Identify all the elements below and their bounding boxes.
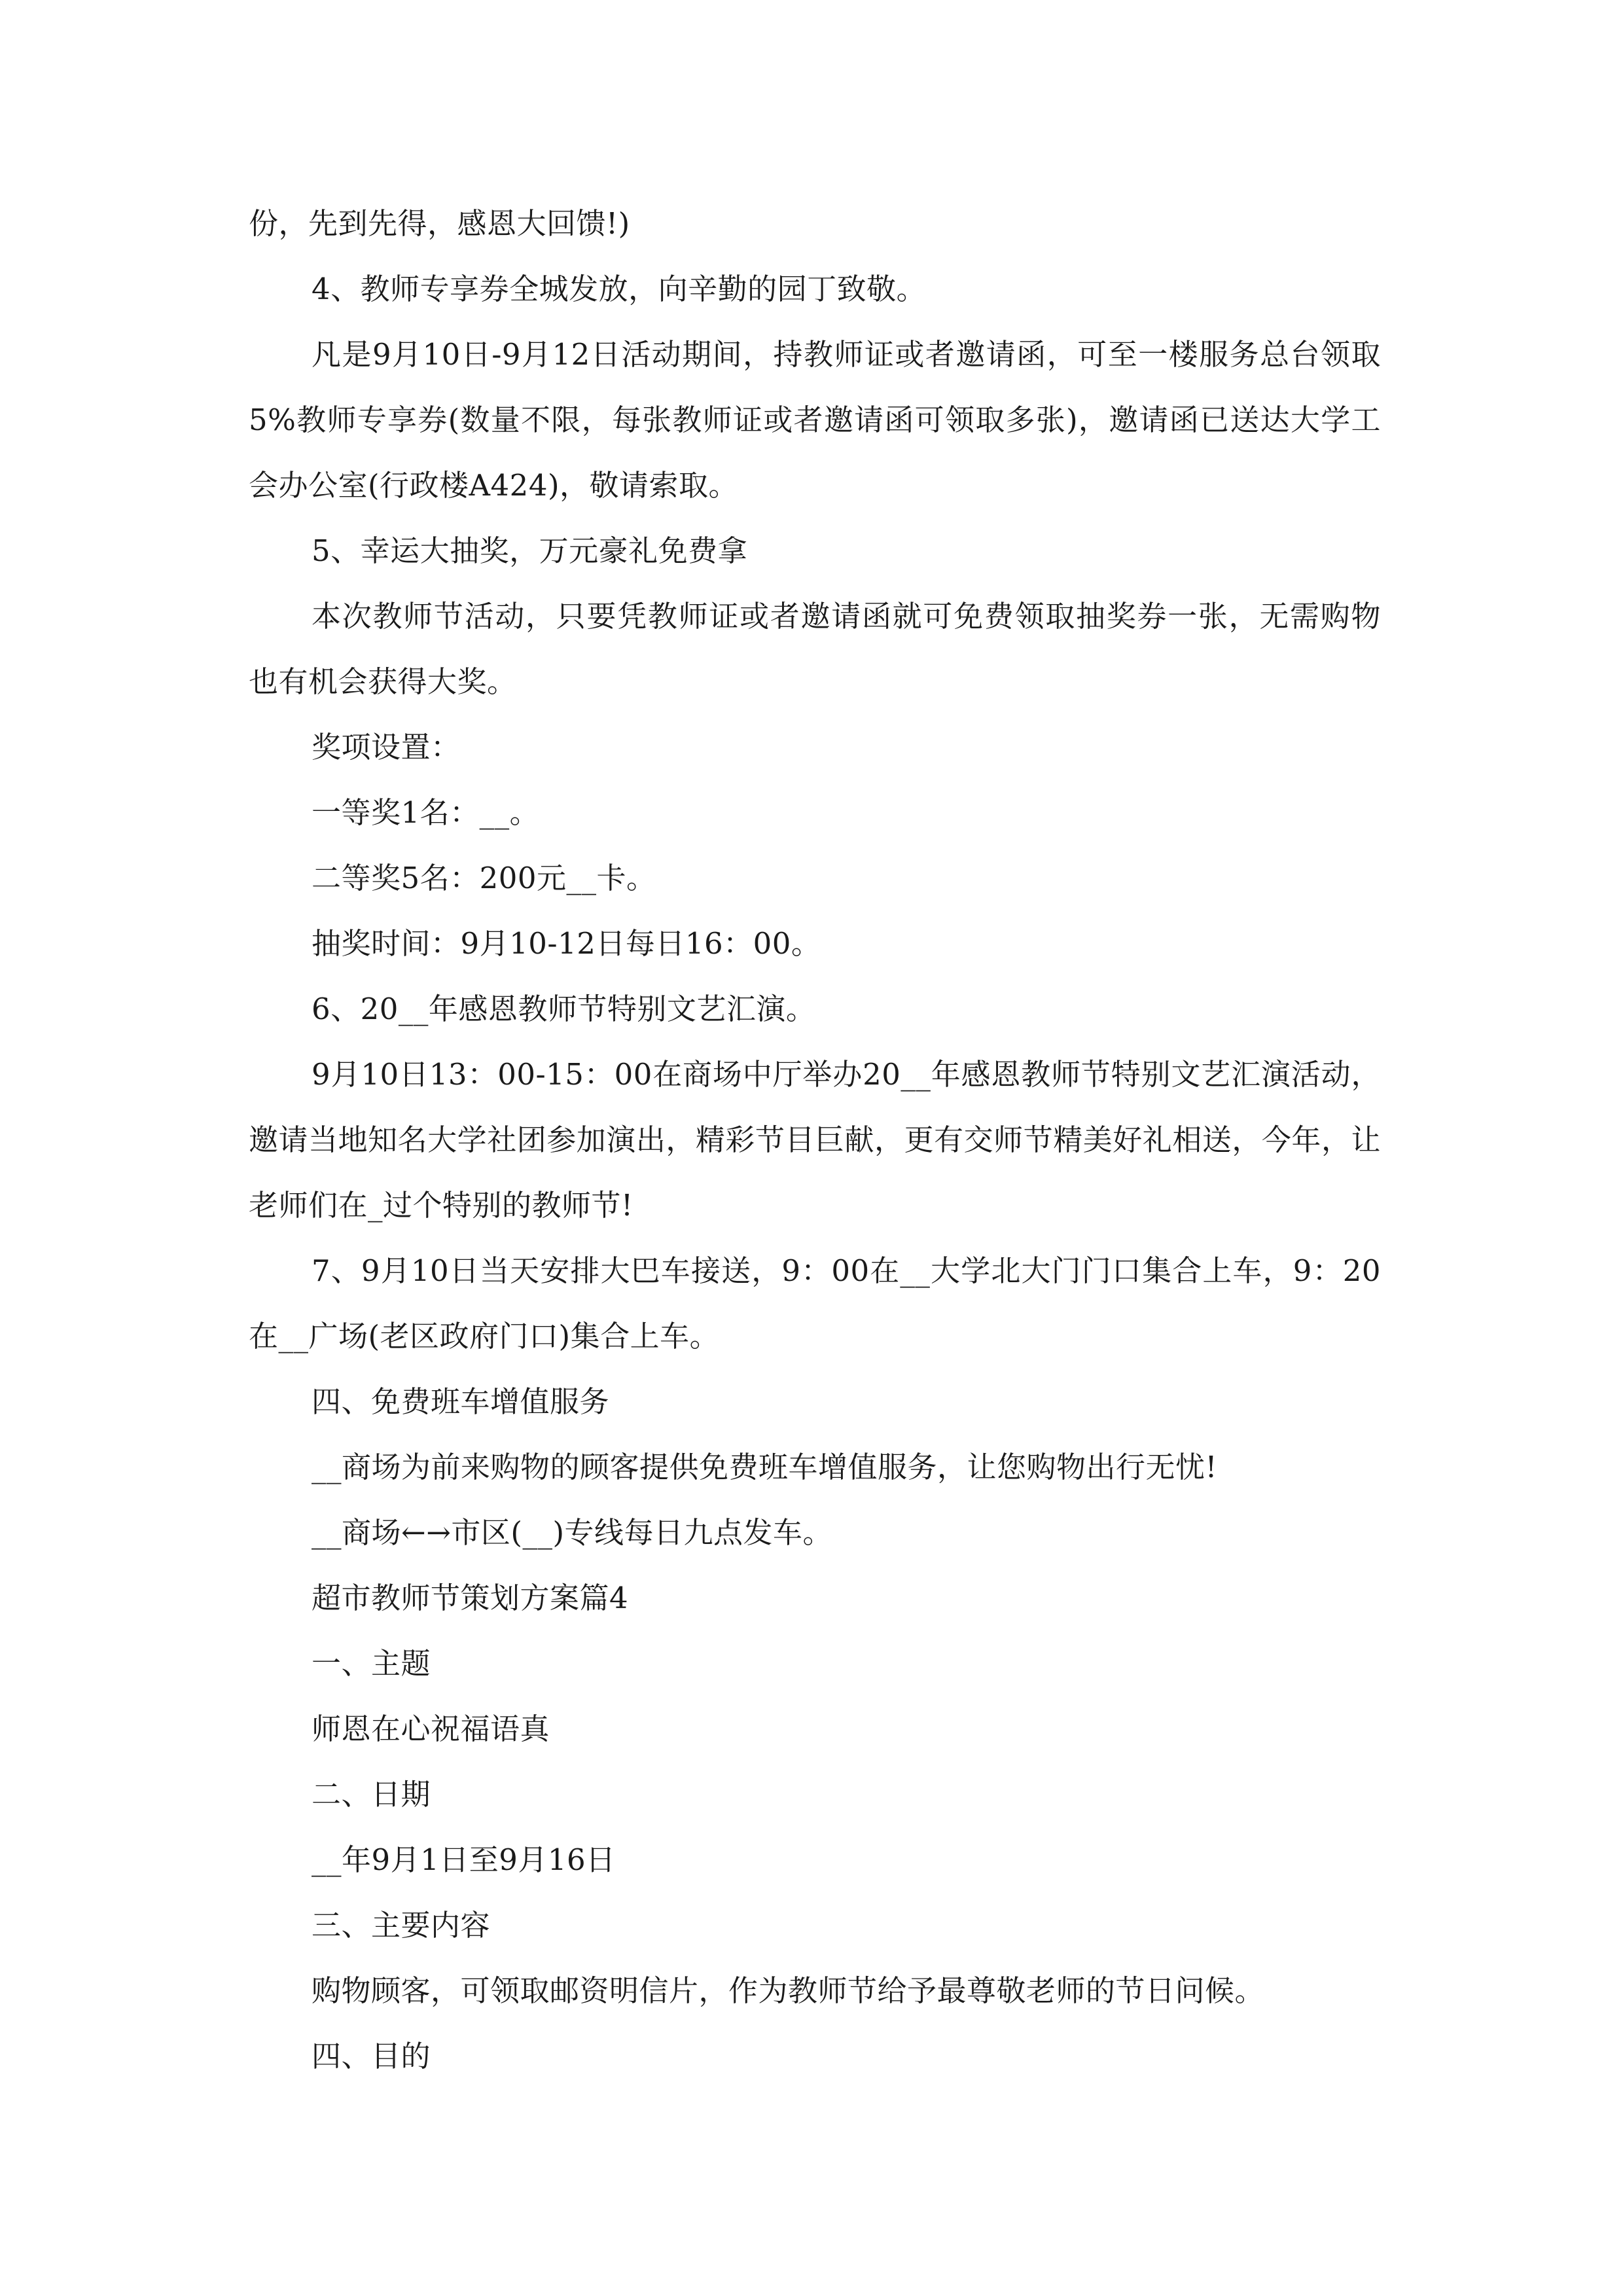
paragraph-item-7-bus: 7、9月10日当天安排大巴车接送，9：00在__大学北大门门口集合上车，9：20在__广场(老区政府门口)集合上车。 (249, 1253, 1381, 1354)
paragraph-item-4-heading: 4、教师专享券全城发放，向辛勤的园丁致敬。 (312, 272, 927, 306)
paragraph-content: 购物顾客，可领取邮资明信片，作为教师节给予最尊敬老师的节日问候。 (312, 1973, 1265, 2008)
paragraph-shuttle-line: __商场←→市区(__)专线每日九点发车。 (312, 1515, 833, 1550)
paragraph-item-6-heading: 6、20__年感恩教师节特别文艺汇演。 (312, 992, 816, 1026)
paragraph-theme-heading: 一、主题 (312, 1646, 431, 1681)
paragraph-content-heading: 三、主要内容 (312, 1908, 491, 1943)
paragraph-date: __年9月1日至9月16日 (312, 1842, 616, 1877)
paragraph-lottery: 本次教师节活动，只要凭教师证或者邀请函就可免费领取抽奖券一张，无需购物也有机会获得大奖。 (249, 599, 1381, 699)
paragraph-prize-settings: 奖项设置： (312, 730, 461, 764)
paragraph-draw-time: 抽奖时间：9月10-12日每日16：00。 (312, 926, 821, 961)
paragraph-section-4-heading: 四、免费班车增值服务 (312, 1384, 610, 1419)
paragraph-shuttle-service: __商场为前来购物的顾客提供免费班车增值服务，让您购物出行无忧! (312, 1450, 1218, 1484)
document-body (249, 191, 1381, 2089)
paragraph-continuation: 份，先到先得，感恩大回馈!) (249, 206, 630, 241)
paragraph-plan-title: 超市教师节策划方案篇4 (312, 1581, 629, 1615)
paragraph-purpose-heading: 四、目的 (312, 2039, 431, 2073)
paragraph-date-heading: 二、日期 (312, 1777, 431, 1812)
paragraph-teacher-coupon: 凡是9月10日-9月12日活动期间，持教师证或者邀请函，可至一楼服务总台领取5%教师专享券(数量不限，每张教师证或者邀请函可领取多张)，邀请函已送达大学工会办公室(行政楼A424)，敬请索取。 (249, 337, 1381, 503)
paragraph-second-prize: 二等奖5名：200元__卡。 (312, 861, 656, 895)
paragraph-performance: 9月10日13：00-15：00在商场中厅举办20__年感恩教师节特别文艺汇演活动，邀请当地知名大学社团参加演出，精彩节目巨献，更有交师节精美好礼相送，今年，让老师们在_过个特别的教师节! (249, 1057, 1381, 1223)
paragraph-first-prize: 一等奖1名：__。 (312, 795, 540, 830)
paragraph-item-5-heading: 5、幸运大抽奖，万元豪礼免费拿 (312, 533, 748, 568)
paragraph-theme: 师恩在心祝福语真 (312, 1712, 550, 1746)
